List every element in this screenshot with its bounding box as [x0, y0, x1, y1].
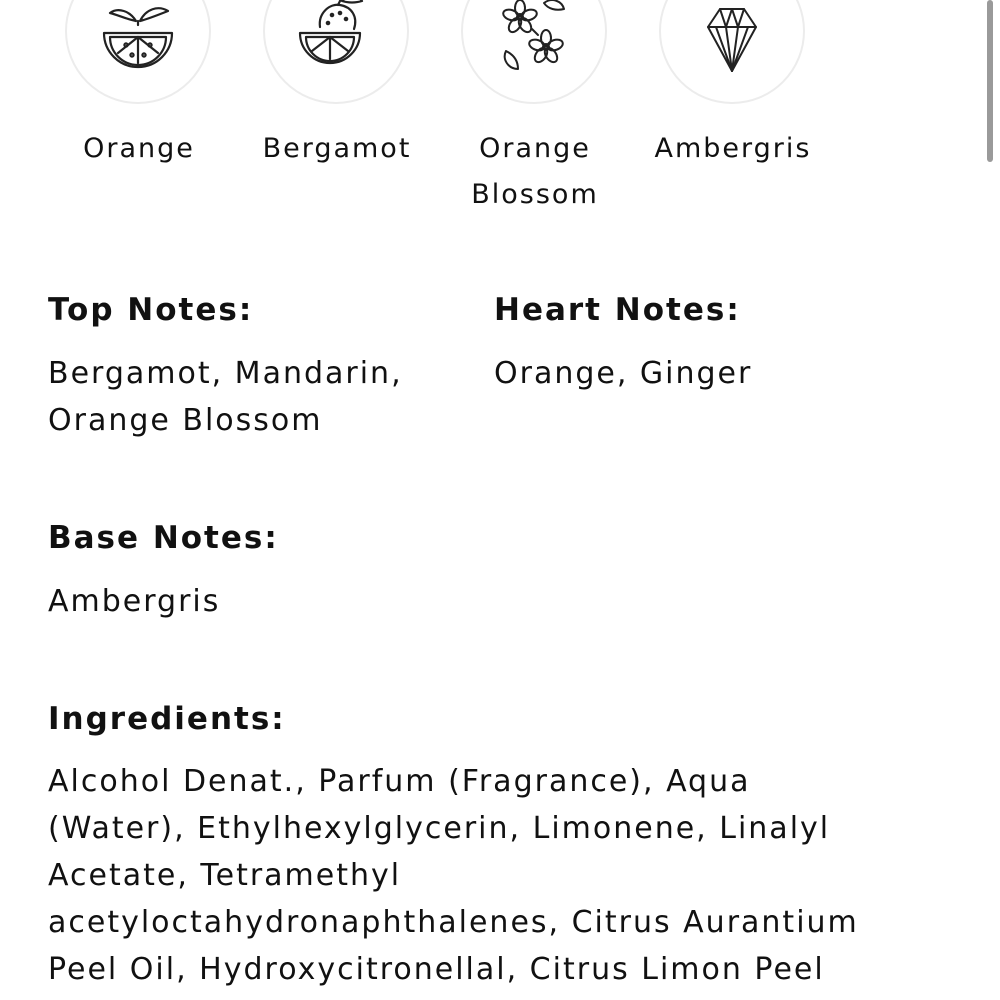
scent-circle [659, 0, 805, 104]
scrollbar-thumb[interactable] [987, 0, 993, 162]
scent-circle [65, 0, 211, 104]
heart-notes-title: Heart Notes: [494, 292, 741, 328]
orange-blossom-icon [492, 0, 576, 77]
scent-circle [263, 0, 409, 104]
ingredients-line: Acetate, Tetramethyl [48, 858, 402, 893]
scent-label: Ambergris [654, 133, 812, 164]
base-notes-list: Ambergris [48, 584, 221, 619]
ingredients-line: Peel Oil, Hydroxycitronellal, Citrus Limon Peel [48, 952, 825, 987]
ingredients-line: (Water), Ethylhexylglycerin, Limonene, Linalyl [48, 811, 831, 846]
scent-label: Bergamot [262, 133, 412, 164]
top-notes-title: Top Notes: [48, 292, 254, 328]
base-notes-title: Base Notes: [48, 520, 279, 556]
ingredients-line: Alcohol Denat., Parfum (Fragrance), Aqua [48, 764, 751, 799]
ingredients-title: Ingredients: [48, 701, 286, 737]
heart-notes-list: Orange, Ginger [494, 356, 753, 391]
ingredients-line: acetyloctahydronaphthalenes, Citrus Aurantium [48, 905, 859, 940]
top-notes-list: Bergamot, Mandarin, Orange Blossom [48, 356, 403, 438]
orange-slice-icon [96, 0, 180, 77]
scent-icons-row [0, 0, 1000, 230]
scent-label: Orange [83, 133, 195, 164]
ambergris-icon [690, 0, 774, 77]
scent-label: Orange Blossom [471, 133, 599, 210]
scent-circle [461, 0, 607, 104]
bergamot-icon [294, 0, 378, 77]
ingredients-list [48, 758, 978, 993]
